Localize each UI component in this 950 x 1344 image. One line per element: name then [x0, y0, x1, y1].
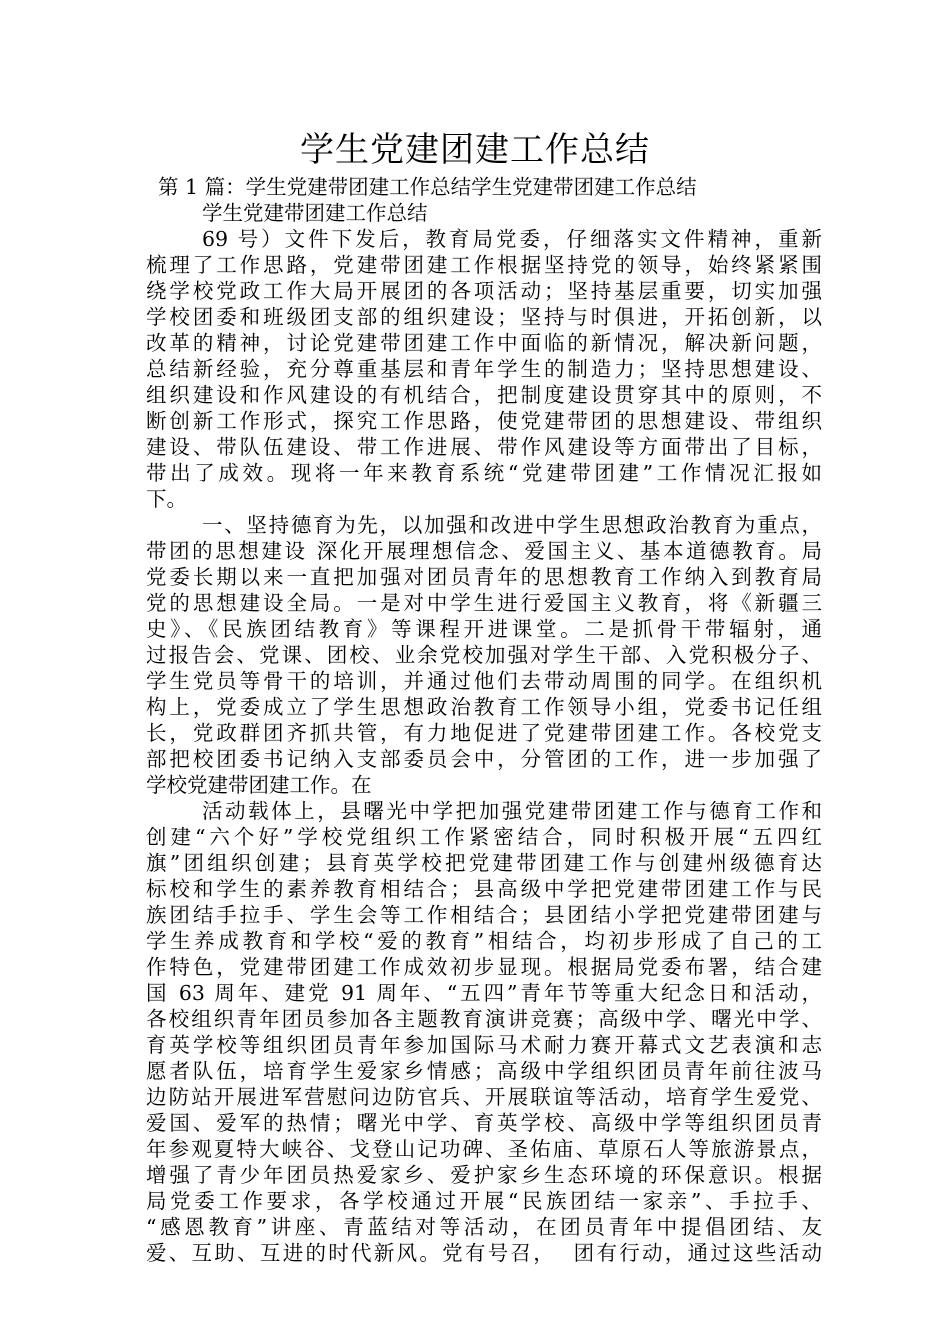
document-line: 增强了青少年团员热爱家乡、爱护家乡生态环境的环保意识。根据 [146, 1163, 822, 1187]
document-line: “感恩教育”讲座、青蓝结对等活动，在团员青年中提倡团结、友 [146, 1215, 822, 1239]
document-line: 爱、互助、互进的时代新风。党有号召， 团有行动，通过这些活动 [146, 1241, 822, 1265]
document-line: 爱国、爱军的热情；曙光中学、育英学校、高级中学等组织团员青 [146, 1111, 822, 1135]
document-line: 绕学校党政工作大局开展团的各项活动；坚持基层重要，切实加强 [146, 279, 822, 303]
document-line: 学校党建带团建工作。在 [146, 773, 372, 797]
document-line: 学生养成教育和学校“爱的教育”相结合，均初步形成了自己的工 [146, 929, 822, 953]
document-line: 局党委工作要求，各学校通过开展“民族团结一家亲”、手拉手、 [146, 1189, 822, 1213]
document-line: 69 号）文件下发后，教育局党委，仔细落实文件精神，重新 [202, 227, 822, 251]
document-line: 史》、《民族团结教育》等课程开进课堂。二是抓骨干带辐射，通 [146, 617, 822, 641]
document-line: 边防站开展进军营慰问边防官兵、开展联谊等活动，培育学生爱党、 [146, 1085, 822, 1109]
document-line: 改革的精神，讨论党建带团建工作中面临的新情况，解决新问题， [146, 331, 822, 355]
document-line: 学生党建带团建工作总结 [202, 201, 428, 225]
document-line: 建设、带队伍建设、带工作进展、带作风建设等方面带出了目标， [146, 435, 822, 459]
document-line: 育英学校等组织团员青年参加国际马术耐力赛开幕式文艺表演和志 [146, 1033, 822, 1057]
document-line: 各校组织青年团员参加各主题教育演讲竞赛；高级中学、曙光中学、 [146, 1007, 822, 1031]
document-line: 带出了成效。现将一年来教育系统“党建带团建”工作情况汇报如 [146, 461, 822, 485]
document-line: 旗”团组织创建；县育英学校把党建带团建工作与创建州级德育达 [146, 851, 822, 875]
document-line: 组织建设和作风建设的有机结合，把制度建设贯穿其中的原则，不 [146, 383, 822, 407]
document-line: 党的思想建设全局。一是对中学生进行爱国主义教育，将《新疆三 [146, 591, 822, 615]
document-line: 愿者队伍，培育学生爱家乡情感；高级中学组织团员青年前往波马 [146, 1059, 822, 1083]
document-line: 族团结手拉手、学生会等工作相结合；县团结小学把党建带团建与 [146, 903, 822, 927]
document-line: 年参观夏特大峡谷、戈登山记功碑、圣佑庙、草原石人等旅游景点， [146, 1137, 822, 1161]
document-line: 学校团委和班级团支部的组织建设；坚持与时俱进，开拓创新，以 [146, 305, 822, 329]
document-line: 党委长期以来一直把加强对团员青年的思想教育工作纳入到教育局 [146, 565, 822, 589]
document-line: 断创新工作形式，探究工作思路，使党建带团的思想建设、带组织 [146, 409, 822, 433]
document-line: 第 1 篇：学生党建带团建工作总结学生党建带团建工作总结 [158, 175, 697, 199]
document-line: 长，党政群团齐抓共管，有力地促进了党建带团建工作。各校党支 [146, 721, 822, 745]
document-line: 下。 [146, 487, 187, 511]
document-body [146, 174, 822, 1266]
document-line: 标校和学生的素养教育相结合；县高级中学把党建带团建工作与民 [146, 877, 822, 901]
document-line: 构上，党委成立了学生思想政治教育工作领导小组，党委书记任组 [146, 695, 822, 719]
document-line: 带团的思想建设 深化开展理想信念、爱国主义、基本道德教育。局 [146, 539, 822, 563]
document-line: 作特色，党建带团建工作成效初步显现。根据局党委布署，结合建 [146, 955, 822, 979]
document-line: 部把校团委书记纳入支部委员会中，分管团的工作，进一步加强了 [146, 747, 822, 771]
document-line: 一、坚持德育为先，以加强和改进中学生思想政治教育为重点， [202, 513, 822, 537]
document-line: 总结新经验，充分尊重基层和青年学生的制造力；坚持思想建设、 [146, 357, 822, 381]
document-line: 学生党员等骨干的培训，并通过他们去带动周围的同学。在组织机 [146, 669, 822, 693]
document-line: 活动载体上，县曙光中学把加强党建带团建工作与德育工作和 [202, 799, 822, 823]
document-line: 过报告会、党课、团校、业余党校加强对学生干部、入党积极分子、 [146, 643, 822, 667]
document-line: 国 63 周年、建党 91 周年、“五四”青年节等重大纪念日和活动， [146, 981, 822, 1005]
document-title: 学生党建团建工作总结 [300, 130, 650, 170]
document-line: 梳理了工作思路，党建带团建工作根据坚持党的领导，始终紧紧围 [146, 253, 822, 277]
document-line: 创建“六个好”学校党组织工作紧密结合，同时积极开展“五四红 [146, 825, 822, 849]
